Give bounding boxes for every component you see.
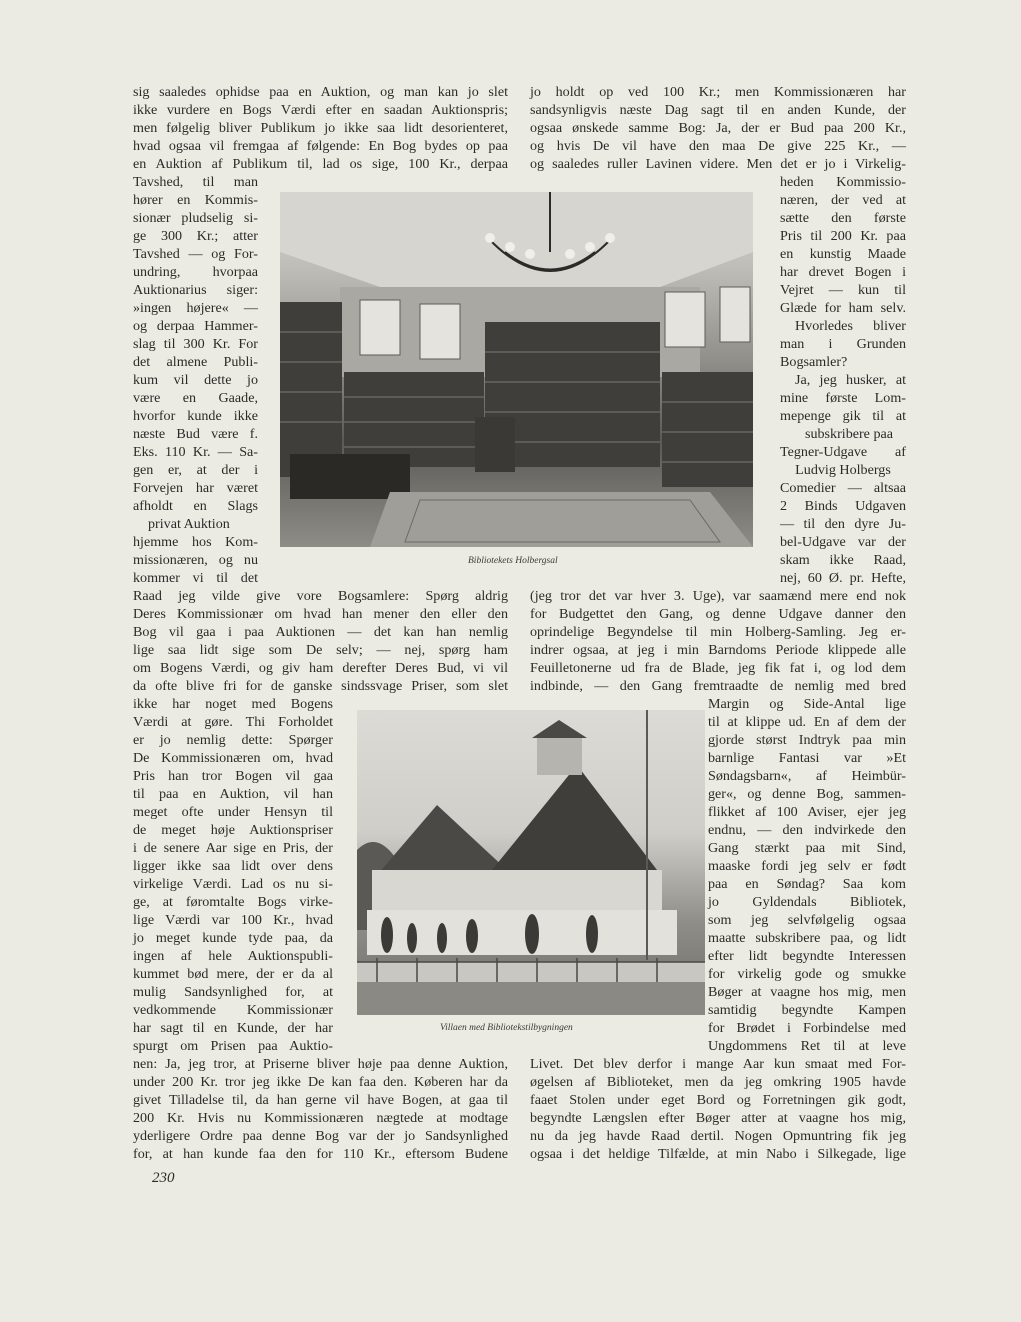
text-line: nej, 60 Ø. pr. Hefte, <box>780 570 906 586</box>
page-number: 230 <box>152 1170 175 1186</box>
text-line: faaet Stolen under eget Bord og Forretningen gik godt, <box>530 1092 906 1108</box>
text-line: til paa en Auktion, vil han <box>133 786 333 802</box>
text-line: Gang stærkt paa mit Sind, <box>708 840 906 856</box>
text-line: 200 Kr. Hvis nu Kommissionæren nægtede at modtage <box>133 1110 508 1126</box>
text-line: bel-Udgave var der <box>780 534 906 550</box>
text-line: de meget høje Auktionspriser <box>133 822 333 838</box>
text-line: Søndagsbarn«, af Heimbür- <box>708 768 906 784</box>
text-line: (jeg tror det var hver 3. Uge), var saamænd mere end nok <box>530 588 906 604</box>
text-line: kummet bød mere, der er da al <box>133 966 333 982</box>
text-line: hører en Kommis- <box>133 192 258 208</box>
villa-illustration <box>357 710 705 1015</box>
text-line: for Brødet i Forbindelse med <box>708 1020 906 1036</box>
text-line: indbinde, — den Gang fremtraadte de nemlig med bred <box>530 678 906 694</box>
text-line: mulig Sandsynlighed for, at <box>133 984 333 1000</box>
text-line: Tegner-Udgave af <box>780 444 906 460</box>
text-line: De Kommissionæren om, hvad <box>133 750 333 766</box>
text-line: Livet. Det blev derfor i mange Aar kun smaat med For- <box>530 1056 906 1072</box>
text-line: afholdt en Slags <box>133 498 258 514</box>
text-line: vedkommende Kommissionær <box>133 1002 333 1018</box>
text-line: Forvejen har været <box>133 480 258 496</box>
text-line: for virkelig gode og smukke <box>708 966 906 982</box>
text-line: indrer ogsaa, at jeg i min Barndoms Periode klippede alle <box>530 642 906 658</box>
text-line: Auktionarius siger: <box>133 282 258 298</box>
library-hall-photo <box>280 192 753 547</box>
text-line: Bøger at vaagne hos mig, men <box>708 984 906 1000</box>
text-line: endnu, — den indvirkede den <box>708 822 906 838</box>
text-line: jo meget kunde tyde paa, da <box>133 930 333 946</box>
text-line: 2 Binds Udgaven <box>780 498 906 514</box>
text-line: for, at han kunde faa den for 110 Kr., eftersom Budene <box>133 1146 508 1162</box>
text-line: Værdi at gøre. Thi Forholdet <box>133 714 333 730</box>
text-line: ogsaa i det heldige Tilfælde, at min Nabo i Silkegade, lige <box>530 1146 906 1162</box>
text-line: og saaledes ruller Lavinen videre. Men det er jo i Virkelig- <box>530 156 906 172</box>
text-line: Feuilletonerne ud fra de Blade, jeg fik fat i, og lod dem <box>530 660 906 676</box>
text-line: Pris han tror Bogen vil gaa <box>133 768 333 784</box>
text-line: Ja, jeg husker, at <box>795 372 906 388</box>
library-hall-illustration <box>280 192 753 547</box>
text-line: kum vil dette jo <box>133 372 258 388</box>
text-line: næren, der ved at <box>780 192 906 208</box>
text-line: — til den dyre Ju- <box>780 516 906 532</box>
text-line: meget ofte under Hensyn til <box>133 804 333 820</box>
text-line: har sagt til en Kunde, der har <box>133 1020 333 1036</box>
text-line: man i Grunden <box>780 336 906 352</box>
text-line: Tavshed, til man <box>133 174 258 190</box>
text-line: flikket af 100 Aviser, ejer jeg <box>708 804 906 820</box>
text-line: ogsaa ønskede samme Bog: Ja, der er Bud paa 200 Kr., <box>530 120 906 136</box>
text-line: Margin og Side-Antal lige <box>708 696 906 712</box>
text-line: mine første Lom- <box>780 390 906 406</box>
text-line: sionær pludselig si- <box>133 210 258 226</box>
text-line: en kunstig Maade <box>780 246 906 262</box>
text-line: en Auktion af Publikum til, lad os sige, 100 Kr., derpaa <box>133 156 508 172</box>
text-line: oprindelige Begyndelse til min Holberg-Samling. Jeg er- <box>530 624 906 640</box>
text-line: lige saa lidt sige som De selv; — nej, spørg ham <box>133 642 508 658</box>
text-line: hvorfor kunde ikke <box>133 408 258 424</box>
text-line: er jo nemlig dette: Spørger <box>133 732 333 748</box>
text-line: maaske fordi jeg selv er født <box>708 858 906 874</box>
text-line: maatte subskribere paa, og lidt <box>708 930 906 946</box>
text-line: efter lidt begyndte Interessen <box>708 948 906 964</box>
text-line: næste Bud være f. <box>133 426 258 442</box>
text-line: spurgt om Prisen paa Auktio- <box>133 1038 333 1054</box>
text-line: begyndte Længslen efter Bøger atter at vaagne hos mig, <box>530 1110 906 1126</box>
text-line: ger«, og denne Bog, sammen- <box>708 786 906 802</box>
text-line: paa en Søndag? Saa kom <box>708 876 906 892</box>
text-line: undring, hvorpaa <box>133 264 258 280</box>
text-line: samtidig begyndte Kampen <box>708 1002 906 1018</box>
text-line: ligger ikke saa lidt over dens <box>133 858 333 874</box>
villa-caption: Villaen med Bibliotekstilbygningen <box>440 1023 573 1033</box>
text-line: ge 300 Kr.; atter <box>133 228 258 244</box>
text-line: Comedier — altsaa <box>780 480 906 496</box>
text-line: Tavshed — og For- <box>133 246 258 262</box>
text-line: Glæde for ham selv. <box>780 300 906 316</box>
text-line: missionæren, og nu <box>133 552 258 568</box>
text-line: ge, at føromtalte Bogs virke- <box>133 894 333 910</box>
text-line: gjorde størst Indtryk paa min <box>708 732 906 748</box>
text-line: barnlige Fantasi var »Et <box>708 750 906 766</box>
text-line: om Bogens Værdi, og giv ham derefter Deres Bud, vi vil <box>133 660 508 676</box>
text-line: sandsynligvis næste Dag sagt til en anden Kunde, der <box>530 102 906 118</box>
text-line: Ludvig Holbergs <box>795 462 891 478</box>
text-line: Deres Kommissionær om hvad han mener den eller den <box>133 606 508 622</box>
text-line: virkelige Værdi. Lad os nu si- <box>133 876 333 892</box>
text-line: Hvorledes bliver <box>795 318 906 334</box>
text-line: »ingen højere« — <box>133 300 258 316</box>
text-line: og derpaa Hammer- <box>133 318 258 334</box>
text-line: Bog vil gaa i paa Auktionen — det kan han nemlig <box>133 624 508 640</box>
text-line: Ungdommens Ret til at leve <box>708 1038 906 1054</box>
text-line: jo holdt op ved 100 Kr.; men Kommissionæren har <box>530 84 906 100</box>
text-line: slag til 300 Kr. For <box>133 336 258 352</box>
text-line: hvad ogsaa vil fremgaa af følgende: En Bog bydes op paa <box>133 138 508 154</box>
text-line: under 200 Kr. tror jeg ikke De kan faa den. Køberen har da <box>133 1074 508 1090</box>
text-line: mepenge gik til at <box>780 408 906 424</box>
text-line: være en Gaade, <box>133 390 258 406</box>
text-line: det almene Publi- <box>133 354 258 370</box>
text-line: men følgelig bliver Publikum jo ikke saa lidt desorienteret, <box>133 120 508 136</box>
text-line: lige Værdi var 100 Kr., hvad <box>133 912 333 928</box>
text-line: nu da jeg havde Raad dertil. Nogen Opmuntring fik jeg <box>530 1128 906 1144</box>
text-line: har drevet Bogen i <box>780 264 906 280</box>
library-hall-caption: Bibliotekets Holbergsal <box>468 556 558 566</box>
text-line: til at klippe ud. En af dem der <box>708 714 906 730</box>
text-line: da ofte blive fri for de ganske sindssvage Priser, som slet <box>133 678 508 694</box>
villa-photo <box>357 710 705 1015</box>
text-line: ingen af hele Auktionspubli- <box>133 948 333 964</box>
text-line: Raad jeg vilde give vore Bogsamlere: Spørg aldrig <box>133 588 508 604</box>
text-line: ikke har noget med Bogens <box>133 696 333 712</box>
text-line: nen: Ja, jeg tror, at Priserne bliver høje paa denne Auktion, <box>133 1056 508 1072</box>
text-line: jo Gyldendals Bibliotek, <box>708 894 906 910</box>
text-line: Eks. 110 Kr. — Sa- <box>133 444 258 460</box>
text-line: sætte den første <box>780 210 906 226</box>
text-line: Bogsamler? <box>780 354 848 370</box>
text-line: som jeg selvfølgelig ogsaa <box>708 912 906 928</box>
text-line: sig saaledes ophidse paa en Auktion, og man kan jo slet <box>133 84 508 100</box>
text-line: ikke vurdere en Bogs Værdi efter en saadan Auktionspris; <box>133 102 508 118</box>
text-line: Vejret — kun til <box>780 282 906 298</box>
text-line: skam ikke Raad, <box>780 552 906 568</box>
text-line: øgelsen af Biblioteket, men da jeg omkring 1905 havde <box>530 1074 906 1090</box>
text-line: heden Kommissio- <box>780 174 906 190</box>
text-line: gen er, at der i <box>133 462 258 478</box>
text-line: hjemme hos Kom- <box>133 534 258 550</box>
text-line: Pris til 200 Kr. paa <box>780 228 906 244</box>
text-line: og hvis De vil have den maa De give 225 Kr., — <box>530 138 906 154</box>
text-line: privat Auktion <box>148 516 230 532</box>
text-line: yderligere Ordre paa denne Bog var der jo Sandsynlighed <box>133 1128 508 1144</box>
text-line: subskribere paa <box>804 426 894 442</box>
text-line: for Budgettet den Gang, og denne Udgave danner den <box>530 606 906 622</box>
text-line: i de senere Aar sige en Pris, der <box>133 840 333 856</box>
text-line: givet Tilladelse til, da han gerne vil have Bogen, at gaa til <box>133 1092 508 1108</box>
text-line: kommer vi til det <box>133 570 258 586</box>
